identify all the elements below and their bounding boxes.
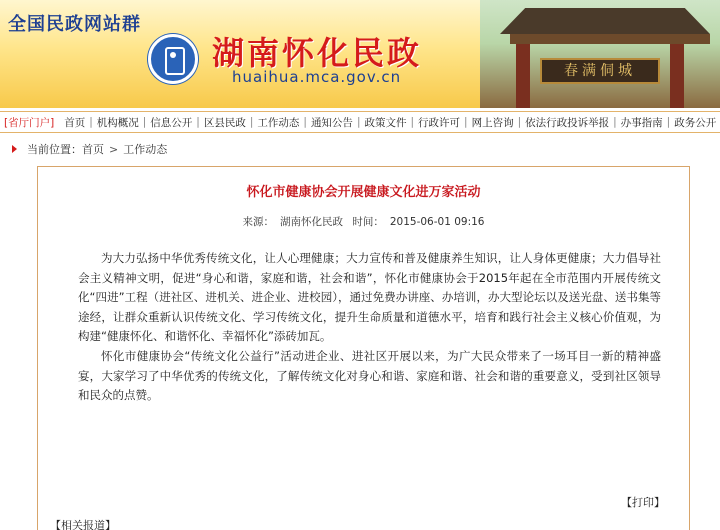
header-banner bbox=[0, 0, 720, 108]
article-title: 怀化市健康协会开展健康文化进万家活动 bbox=[246, 185, 481, 200]
time-label: 时间： bbox=[352, 216, 384, 228]
gate-roof bbox=[500, 8, 710, 34]
nav-item-guide[interactable]: 办事指南 bbox=[620, 116, 663, 129]
nav-item-public[interactable]: 政务公开 bbox=[674, 116, 717, 129]
article-time: 2015-06-01 09:16 bbox=[389, 216, 485, 228]
gate-beam bbox=[510, 34, 710, 44]
site-group-title[interactable]: 全国民政网站群 bbox=[8, 14, 141, 35]
article-meta bbox=[38, 214, 689, 229]
print-button[interactable]: 【打印】 bbox=[621, 496, 665, 509]
nav-item-policies[interactable]: 政策文件 bbox=[364, 116, 407, 129]
nav-item-notices[interactable]: 通知公告 bbox=[310, 116, 353, 129]
nav-item-news[interactable]: 工作动态 bbox=[257, 116, 300, 129]
article-box bbox=[37, 166, 690, 530]
breadcrumb-home-link[interactable]: 首页 bbox=[82, 143, 104, 156]
related-reports-heading: 【相关报道】 bbox=[50, 519, 116, 530]
article-paragraph: 为大力弘扬中华优秀传统文化，让人心理健康；大力宣传和普及健康养生知识，让人身体更健康；大力倡导社会主义精神文明，促进“身心和谐，家庭和谐，社会和谐”，怀化市健康协会于2015年起在全市范围内开展传统文化“四进”工程（进社区、进机关、进企业、进校园），通过免费办讲座、办培训，办大型论坛以及送光盘、送书集等途经，让群众重新认识传统文化、学习传统文化，提升生命质量和道德水平，培育和践行社会主义核心价值观，为构建“健康怀化、和谐怀化、幸福怀化”添砖加瓦。 bbox=[78, 251, 661, 344]
breadcrumb-label: 当前位置： bbox=[27, 143, 82, 156]
site-brand: 湖南怀化民政 bbox=[212, 34, 423, 72]
breadcrumb-separator: > bbox=[109, 142, 119, 156]
article-source: 湖南怀化民政 bbox=[280, 216, 344, 228]
civil-affairs-logo-icon bbox=[148, 34, 198, 84]
gate-pillar-left bbox=[516, 44, 530, 108]
site-domain: huaihua.mca.gov.cn bbox=[232, 68, 402, 86]
gate-pillar-right bbox=[670, 44, 684, 108]
gate-plaque: 春满侗城 bbox=[540, 58, 660, 84]
nav-item-home[interactable]: 首页 bbox=[64, 116, 86, 129]
nav-item-districts[interactable]: 区县民政 bbox=[203, 116, 246, 129]
article-body bbox=[78, 249, 661, 406]
breadcrumb-current-link[interactable]: 工作动态 bbox=[123, 143, 168, 156]
gate-illustration bbox=[480, 0, 720, 108]
nav-item-info[interactable]: 信息公开 bbox=[150, 116, 193, 129]
breadcrumb-arrow-icon bbox=[12, 145, 17, 153]
main-nav: [省厅门户] 首页 | 机构概况 | 信息公开 | 区县民政 | 工作动态 | 通知公告 | 政策文件 | 行政许可 | 网上咨询 | 依法行政投诉举报 | 办事指南 | 政务公开 bbox=[0, 111, 720, 133]
nav-item-org[interactable]: 机构概况 bbox=[96, 116, 139, 129]
breadcrumb bbox=[0, 138, 720, 160]
nav-portal-link[interactable]: [省厅门户] bbox=[4, 116, 55, 129]
article-paragraph: 怀化市健康协会“传统文化公益行”活动进企业、进社区开展以来，为广大民众带来了一场耳目一新的精神盛宴，大家学习了中华优秀的传统文化，了解传统文化对身心和谐、家庭和谐、社会和谐的重要意义，受到社区领导和民众的点赞。 bbox=[78, 348, 661, 403]
nav-item-complaints[interactable]: 依法行政投诉举报 bbox=[525, 116, 610, 129]
source-label: 来源： bbox=[242, 216, 275, 228]
nav-item-permits[interactable]: 行政许可 bbox=[418, 116, 461, 129]
nav-item-consult[interactable]: 网上咨询 bbox=[471, 116, 514, 129]
